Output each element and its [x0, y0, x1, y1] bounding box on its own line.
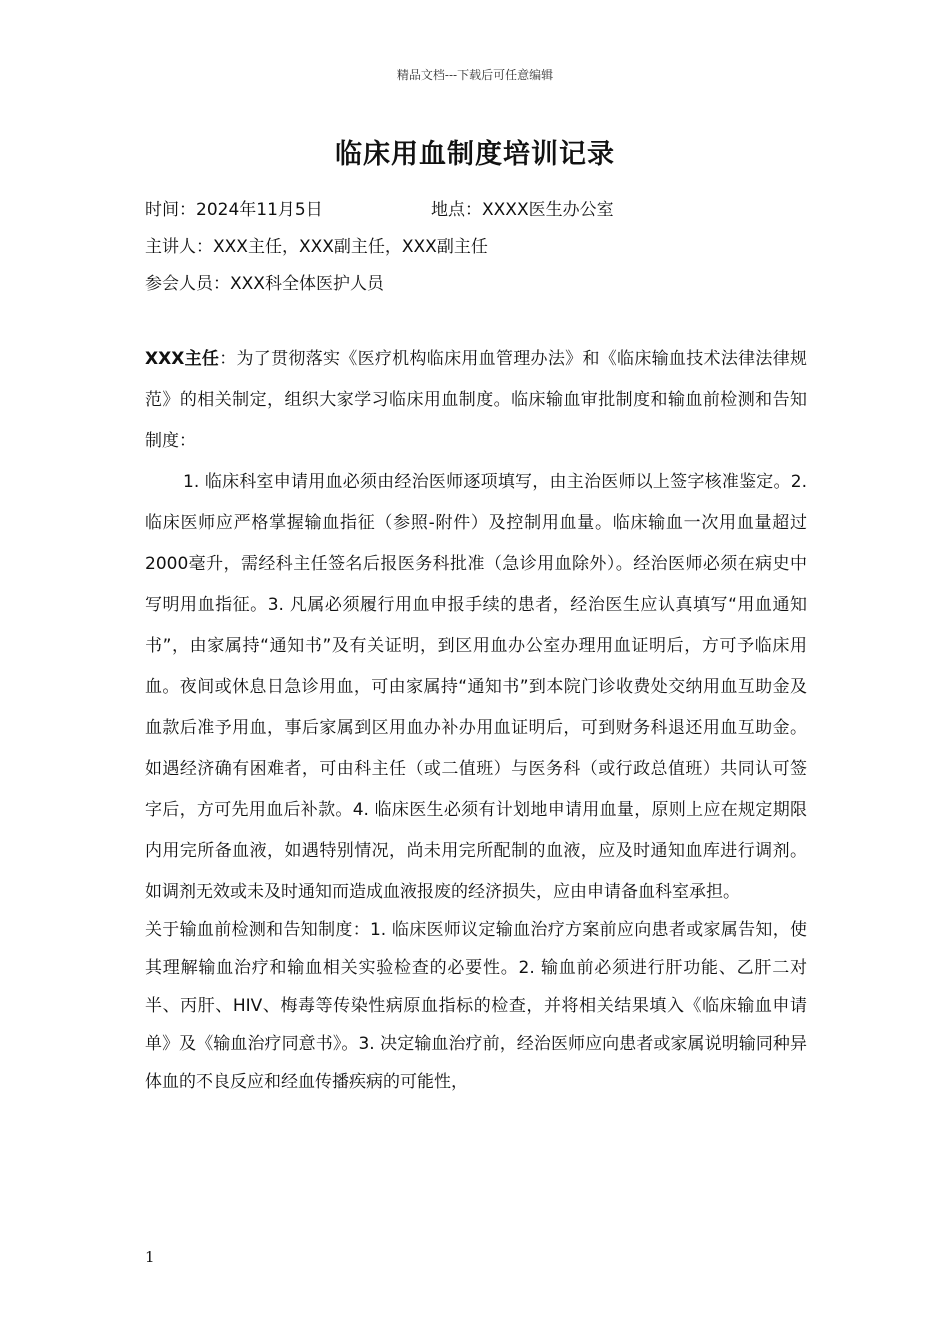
- page-number: 1: [145, 1248, 155, 1266]
- document-body: [145, 339, 807, 1101]
- meta-place: 地点：XXXX医生办公室: [431, 200, 614, 220]
- document-title: 临床用血制度培训记录: [335, 139, 615, 170]
- intro-paragraph: [145, 339, 807, 462]
- approval-rules-paragraph: 1. 临床科室申请用血必须由经治医师逐项填写，由主治医师以上签字核准鉴定。2. 临床医师应严格掌握输血指征（参照-附件）及控制用血量。临床输血一次用血量超过2000毫升，需经科主任签名后报医务科批准（急诊用血除外）。经治医师必须在病史中写明用血指征。3. 凡属必须履行用血申报手续的患者，经治医生应认真填写“用血通知书”，由家属持“通知书”及有关证明，到区用血办公室办理用血证明后，方可予临床用血。夜间或休息日急诊用血，可由家属持“通知书”到本院门诊收费处交纳用血互助金及血款后准予用血，事后家属到区用血办补办用血证明后，可到财务科退还用血互助金。如遇经济确有困难者，可由科主任（或二值班）与医务科（或行政总值班）共同认可签字后，方可先用血后补款。4. 临床医生必须有计划地申请用血量，原则上应在规定期限内用完所备血液，如遇特别情况，尚未用完所配制的血液，应及时通知血库进行调剂。如调剂无效或未及时通知而造成血液报废的经济损失，应由申请备血科室承担。: [145, 472, 807, 902]
- page-header: 精品文档---下载后可任意编辑: [396, 68, 554, 82]
- intro-text: ：为了贯彻落实《医疗机构临床用血管理办法》和《临床输血技术法律法律规范》的相关制定，组织大家学习临床用血制度。临床输血审批制度和输血前检测和告知制度：: [145, 349, 807, 451]
- meta-time: 时间：2024年11月5日: [145, 200, 323, 220]
- meta-time-row: [145, 198, 614, 222]
- pretest-rules-paragraph: 关于输血前检测和告知制度：1. 临床医师议定输血治疗方案前应向患者或家属告知，使其理解输血治疗和输血相关实验检查的必要性。2. 输血前必须进行肝功能、乙肝二对半、丙肝、HIV、梅毒等传染性病原血指标的检查，并将相关结果填入《临床输血申请单》及《输血治疗同意书》。3. 决定输血治疗前，经治医师应向患者或家属说明输同种异体血的不良反应和经血传播疾病的可能性，: [145, 920, 807, 1092]
- meta-speakers: 主讲人：XXX主任，XXX副主任，XXX副主任: [145, 237, 488, 257]
- meta-attendees: 参会人员：XXX科全体医护人员: [145, 274, 384, 294]
- speaker-label: XXX主任: [145, 349, 220, 369]
